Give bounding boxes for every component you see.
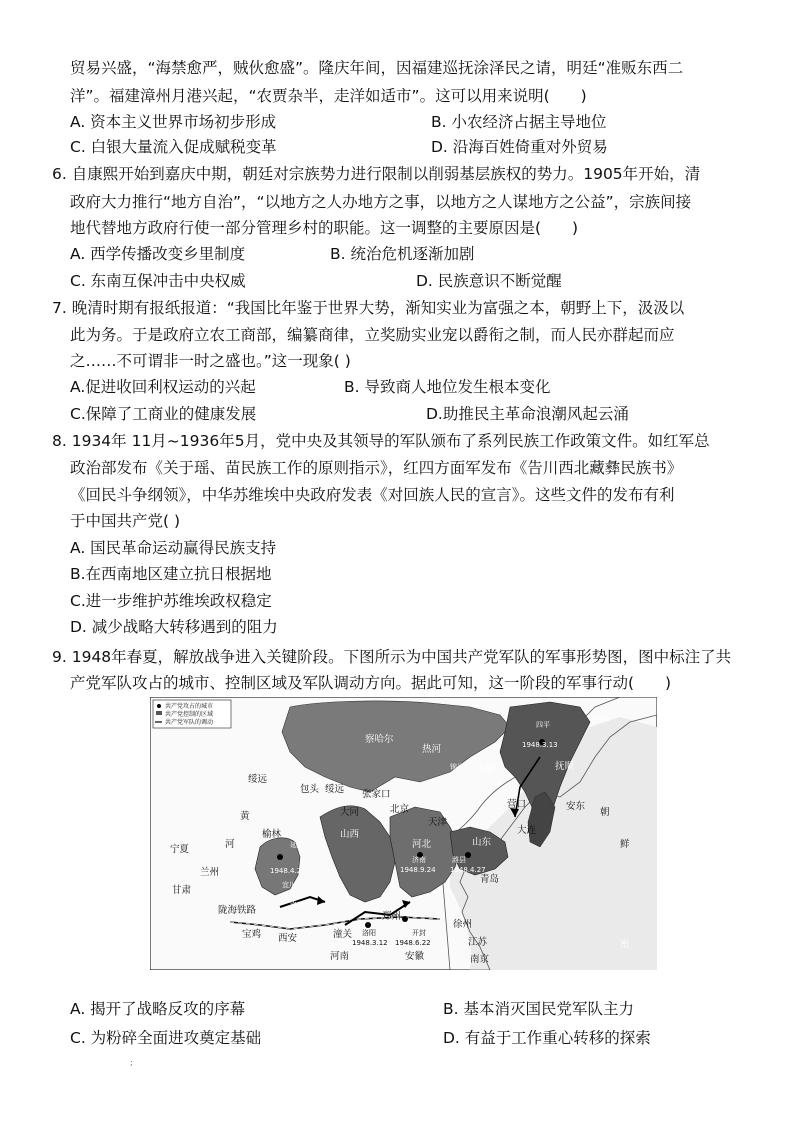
legend-troop-movement: 共产党军队的调动	[165, 719, 214, 726]
label-jilin: 吉林	[590, 714, 610, 725]
q8-stem-line1: 8. 1934年 11月~1936年5月，党中央及其领导的军队颁布了系列民族工作政策文件。如红军总	[52, 432, 710, 450]
q7-stem-line2: 此为务。于是政府立农工商部，编纂商律，立奖励实业宠以爵衔之制，而人民亦群起而应	[70, 326, 675, 344]
q7-stem-line1: 7. 晚清时期有报纸报道：“我国比年鉴于世界大势，渐知实业为富强之本，朝野上下，汲汲以	[52, 299, 685, 317]
q9-option-d[interactable]: D. 有益于工作重心转移的探索	[443, 1029, 651, 1047]
label-gansu: 甘肃	[172, 885, 192, 896]
city-marker-yanan	[277, 854, 283, 860]
q8-stem-line4: 于中国共产党( )	[70, 512, 181, 530]
footnote-mark: ;	[130, 1058, 133, 1067]
label-jinzhou: 锦州	[450, 763, 464, 771]
label-kaifeng-date: 1948.6.22	[395, 939, 431, 947]
q5-option-c[interactable]: C. 白银大量流入促成赋税变革	[70, 138, 277, 156]
city-marker-kaifeng	[402, 916, 408, 922]
label-chaoxian-2: 鲜	[620, 839, 630, 850]
q9-option-b[interactable]: B. 基本消灭国民党军队主力	[443, 1000, 634, 1018]
label-yanan: 延安	[290, 841, 304, 849]
label-luoyang: 洛阳	[362, 929, 376, 937]
q7-option-b[interactable]: B. 导致商人地位发生根本变化	[344, 378, 551, 396]
label-suiyuan-city: 绥远	[325, 784, 345, 795]
q7-option-a[interactable]: A.促进收回利权运动的兴起	[70, 378, 256, 396]
label-xuzhou: 徐州	[453, 919, 473, 930]
legend-captured-cities: 共产党攻占的城市	[165, 703, 214, 710]
q5-option-b[interactable]: B. 小农经济占据主导地位	[431, 113, 607, 131]
label-longhai: 陇海铁路	[218, 905, 257, 916]
q7-option-d[interactable]: D.助推民主革命浪潮风起云涌	[426, 405, 629, 423]
q8-option-b[interactable]: B.在西南地区建立抗日根据地	[70, 565, 272, 583]
label-rehe: 热河	[422, 744, 442, 755]
q9-stem-line1: 9. 1948年春夏，解放战争进入关键阶段。下图所示为中国共产党军队的军事形势图，图中标注了共	[52, 648, 732, 666]
q8-stem-line2: 政治部发布《关于瑶、苗民族工作的原则指示》，红四方面军发布《告川西北藏彝民族书》	[70, 459, 683, 477]
label-tianjin: 天津	[428, 817, 448, 828]
q8-stem-line3: 《回民斗争纲领》，中华苏维埃中央政府发表《对回族人民的宣言》。这些文件的发布有利	[70, 486, 675, 504]
q8-option-c[interactable]: C.进一步维护苏维埃政权稳定	[70, 592, 272, 610]
label-anhui: 安徽	[405, 951, 425, 962]
label-huang: 黄	[240, 811, 250, 822]
legend-region-icon	[156, 711, 162, 715]
q6-stem-line1: 6. 自康熙开始到嘉庆中期，朝廷对宗族势力进行限制以削弱基层族权的势力。1905年开始，清	[52, 165, 701, 183]
label-nanjing: 南京	[470, 954, 490, 965]
label-lanzhou: 兰州	[200, 867, 220, 878]
label-fushun: 抚顺	[555, 761, 575, 772]
q6-stem-line2: 政府大力推行“地方自治”，“以地方之人办地方之事，以地方之人谋地方之公益”，宗族间接	[70, 193, 692, 211]
label-henan: 河南	[330, 951, 350, 962]
military-situation-map	[150, 697, 657, 970]
label-ningxia: 宁夏	[170, 844, 190, 855]
label-shanxi: 山西	[340, 829, 360, 840]
label-mishu: 密	[620, 939, 630, 950]
label-beijing: 北京	[390, 804, 410, 815]
label-weixian-date: 1948.4.27	[450, 866, 486, 874]
label-jinan-date: 1948.9.24	[400, 866, 436, 874]
label-zhengzhou: 郑州	[382, 911, 402, 922]
label-luochuan: 洛川	[290, 901, 304, 909]
legend-controlled-area: 共产党控制的区域	[165, 711, 214, 718]
q5-option-a[interactable]: A. 资本主义世界市场初步形成	[70, 113, 277, 131]
label-luoyang-date: 1948.3.12	[352, 939, 388, 947]
q8-option-d[interactable]: D. 减少战略大转移遇到的阻力	[70, 618, 278, 636]
q6-stem-line3: 地代替地方政府行使一部分管理乡村的职能。这一调整的主要原因是( )	[70, 219, 579, 237]
q5-stem-line1: 贸易兴盛，“海禁愈严，贼伙愈盛”。隆庆年间，因福建巡抚涂泽民之请，明廷“准贩东西二	[70, 59, 684, 77]
q9-option-a[interactable]: A. 揭开了战略反攻的序幕	[70, 1000, 246, 1018]
label-chaoxian-1: 朝	[600, 807, 610, 818]
label-yichuan: 宜川	[282, 881, 296, 889]
label-jinan: 济南	[412, 856, 426, 864]
label-xian: 西安	[278, 933, 298, 944]
q9-option-c[interactable]: C. 为粉碎全面进攻奠定基础	[70, 1029, 262, 1047]
label-jiangsu: 江苏	[468, 937, 488, 948]
q5-stem-line2: 洋”。福建漳州月港兴起，“农贾杂半，走洋如适市”。这可以用来说明( )	[70, 87, 587, 105]
label-kaifeng: 开封	[412, 929, 426, 937]
label-qingdao: 青岛	[480, 874, 500, 885]
label-dalian: 大连	[517, 825, 537, 836]
label-weixian: 潍县	[452, 856, 466, 864]
label-chahar: 察哈尔	[365, 734, 394, 745]
label-shenyang: 沈阳	[475, 764, 495, 775]
label-siping: 四平	[536, 721, 550, 729]
city-marker-luoyang	[365, 922, 371, 928]
label-baoji: 宝鸡	[242, 929, 262, 940]
label-tongguan: 潼关	[333, 929, 353, 940]
label-baotou: 包头	[300, 784, 320, 795]
q9-stem-line2: 产党军队攻占的城市、控制区域及军队调动方向。据此可知，这一阶段的军事行动( )	[70, 674, 672, 692]
q6-option-c[interactable]: C. 东南互保冲击中央权威	[70, 272, 246, 290]
label-datong: 大同	[340, 807, 360, 818]
label-zhangjiakou: 张家口	[362, 789, 391, 800]
q6-option-b[interactable]: B. 统治危机逐渐加剧	[330, 245, 475, 263]
label-yanan-date: 1948.4.24	[270, 867, 306, 875]
label-hebei: 河北	[412, 839, 432, 850]
label-yingkou: 营口	[507, 799, 527, 810]
label-yulin: 榆林	[262, 829, 282, 840]
q7-stem-line3: 之……不可谓非一时之盛也。”这一现象( )	[70, 352, 351, 370]
legend-city-icon	[157, 704, 161, 708]
label-suiyuan: 绥远	[248, 774, 268, 785]
label-shandong: 山东	[472, 837, 492, 848]
label-siping-date: 1948.3.13	[522, 741, 558, 749]
label-andong: 安东	[566, 801, 586, 812]
q6-option-d[interactable]: D. 民族意识不断觉醒	[416, 272, 562, 290]
q5-option-d[interactable]: D. 沿海百姓倚重对外贸易	[431, 138, 608, 156]
label-he: 河	[225, 839, 235, 850]
q8-option-a[interactable]: A. 国民革命运动赢得民族支持	[70, 539, 277, 557]
q6-option-a[interactable]: A. 西学传播改变乡里制度	[70, 245, 246, 263]
q7-option-c[interactable]: C.保障了工商业的健康发展	[70, 405, 257, 423]
